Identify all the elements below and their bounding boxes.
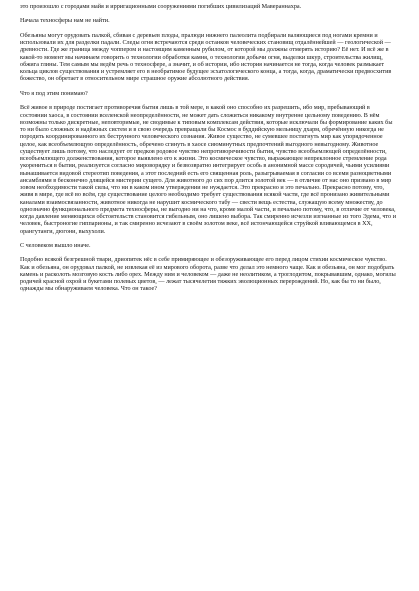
- paragraph-human-different: С человеком вышло иначе.: [20, 242, 91, 249]
- paragraph-question: Что я под этим понимаю?: [20, 90, 88, 97]
- paragraph-tools-and-history: Обезьяны могут орудовать палкой, сбивая с деревьев плоды, пралюди нижнего палеолита подбирали валяющиеся под ногами кремни и использовали их для разделки падали. Следы огня встречаются среди останков человеческих становищ отдалённейшей — геологической — древности. Где же граница между чоппером и настоящим каменным рубилом, от которой мы должны отмерять историю? Её нет. И всё же в какой-то момент мы начинаем говорить о технологии обработки камня, о технологии добычи огня, выделки шкур, строительства жилищ, обжига глины. Тем самым мы ведём речь о техносфере, а значит, и об истории, ибо история начинается не тогда, когда человек размыкает кольца циклов существования и устремляет его в необратимое будущее эсхатологического конца, а тогда, когда, драматически предвосхитив божество, он обретает в относительном мире страшное оружие абсолютного действия.: [20, 32, 392, 83]
- paragraph-continuation: это произошло с городами майя и ирригационными сооружениями погибших цивилизаций Мавераннахра.: [20, 4, 302, 10]
- paragraph-dryopithecus: Подобно всякой безгрешной твари, дриопитек нёс в себе примиряющее и обезоруживающее его перед лицом стихии космическое чувство. Как и обезьяна, он орудовал палкой, не извлекая её из мирового оборота, разве что делал это немного чаще. Как и обезьяна, он мог подобрать камень и расколоть мозговую кость либо орех. Между ним и человеком — даже не неолитиком, а троглодитом, покрывавшим, однако, могилы родичей красной охрой и букетами полевых цветов, — лежат тысячелетия тяжких эволюционных перерождений. Но, как бы то ни было, однажды мы обнаруживаем человека. Что он такое?: [20, 257, 396, 293]
- paragraph-cosmic-feeling: Всё живое в природе постигает противоречия бытия лишь в той мере, в какой оно способно их разрешить, ибо мир, пребывающий в состоянии хаоса, в состоянии вселенской неопределённости, не может дать сложиться никакому внутренне цельному поведению. В нём возможны только дискретные, неповторимые, не сводимые к типовым комплексам действия, которые исключали бы формирование каких бы то ни было сложных и надёжных систем и в свою очередь превращали бы Космос в буддийскую мельницу дхарм, обречённую никогда не породить координированного их беструнного человеческого сознания. Живое существо, не сумевшее постигнуть мир как упорядоченное целое, как всеобъемлющую определённость, обречено сгинуть в хаосе сиюминутных предпочтений выгодного невыгодному. Животное существует лишь потому, что наследует от предков родовое чувство непротиворечивости бытия, чувство всеобъемлющей определённости, всеобъемлющего долженствования, которое выявлено его к жизни. Это космическое чувство, выражающее непреклонное стремление рода укорениться в бытии, реализуется согласно мироворядку и безвозвратно интегрирует особь в анонимной массе сородичей, чьими усилиями вынашивается видовой стереотип поведения, а этот последний есть его священная роль, разыгрываемая в согласии со всеми разноцветными ансамблями в бесконечно длящейся мистерии сущего. Для животного до сих пор длится золотой век — в отличие от нас оно призвано в мир зовом необходимости такой силы, что ни в каком ином утверждении не нуждается. Это прекрасно и это печально. Прекрасно потому, что, живя в мире, где всё во всём, где существование целого необходимо требует существования всякой части, где всё пронизано живительными каналами взаимосвязанности, животное никогда не нарушит космического табу — свести вещь естества, служащую всему множеству, до однозначно функционального предмета техносферы, не выгодно ни на что, кроме малой части, и печально потому, что, в отличие от человека, когда давление меняющихся обстоятельств становится гибельным, оно лишено выбора. Так смиренно исчезли изгнанные из того Эдема, что и человек, быстроногие гиппарионы, и так смиренно исчезают в своём золотом веке, всё истончающейся струйкой вливающемся в XX, орангутанги, дюгони, выхухоли.: [20, 105, 396, 235]
- paragraph-technosphere-origin: Начала техносферы нам не найти.: [20, 18, 110, 25]
